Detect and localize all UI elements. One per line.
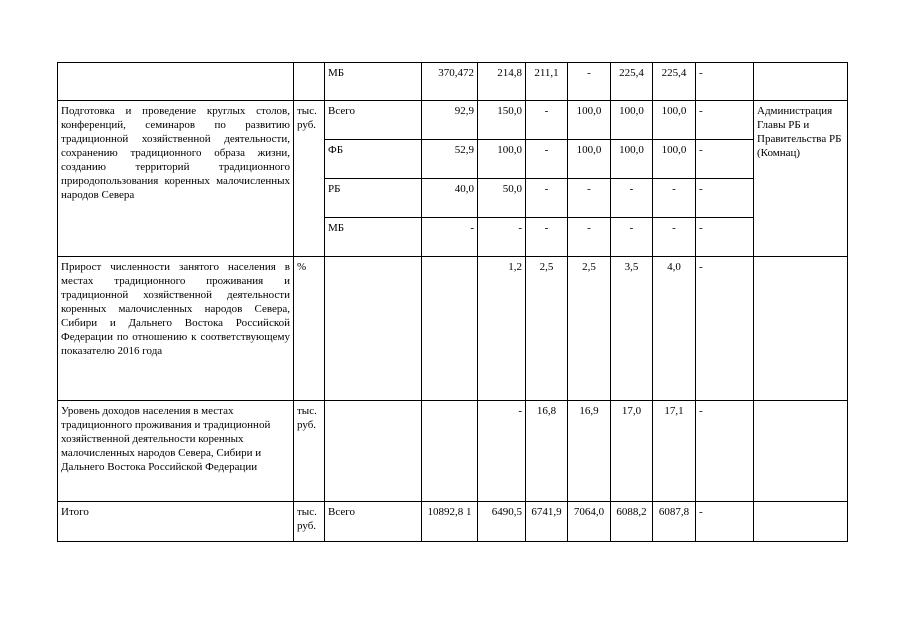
value-cell <box>422 401 478 502</box>
row-executor: Администрация Главы РБ и Правительства РБ (Комнац) <box>754 101 848 257</box>
value-cell: - <box>478 218 526 257</box>
value-cell: 3,5 <box>611 257 653 401</box>
value-cell: 100,0 <box>568 101 611 140</box>
value-cell: 92,9 <box>422 101 478 140</box>
value-cell: - <box>422 218 478 257</box>
value-cell: 100,0 <box>653 101 696 140</box>
row-unit: % <box>294 257 325 401</box>
row-executor <box>754 63 848 101</box>
value-cell: - <box>526 179 568 218</box>
value-cell: 100,0 <box>611 101 653 140</box>
value-cell: - <box>696 257 754 401</box>
value-cell: 370,472 <box>422 63 478 101</box>
value-cell: 6088,2 <box>611 502 653 542</box>
row-description: Итого <box>58 502 294 542</box>
value-cell: 17,1 <box>653 401 696 502</box>
value-cell: 100,0 <box>653 140 696 179</box>
row-executor <box>754 502 848 542</box>
value-cell: - <box>696 179 754 218</box>
program-table <box>57 62 848 542</box>
row-description: Уровень доходов населения в местах традиционного проживания и традиционной хозяйственной деятельности коренных малочисленных народов Севера, Сибири и Дальнего Востока Российской Федерации <box>58 401 294 502</box>
value-cell: - <box>611 179 653 218</box>
row-source <box>325 401 422 502</box>
value-cell: - <box>526 101 568 140</box>
row-source: ФБ <box>325 140 422 179</box>
value-cell: 6490,5 <box>478 502 526 542</box>
row-description: Прирост численности занятого населения в местах традиционного проживания и традиционной хозяйственной деятельности коренных малочисленных народов Севера, Сибири и Дальнего Востока Российской Федерации по отношению к соответствующему показателю 2016 года <box>58 257 294 401</box>
value-cell: 214,8 <box>478 63 526 101</box>
row-source: Всего <box>325 502 422 542</box>
value-cell: - <box>653 218 696 257</box>
value-cell: 225,4 <box>611 63 653 101</box>
table-row <box>58 502 848 542</box>
value-cell: 16,9 <box>568 401 611 502</box>
value-cell: - <box>526 218 568 257</box>
value-cell: 1,2 <box>478 257 526 401</box>
value-cell: - <box>611 218 653 257</box>
value-cell <box>422 257 478 401</box>
row-unit: тыс. руб. <box>294 502 325 542</box>
value-cell: - <box>696 502 754 542</box>
value-cell: - <box>653 179 696 218</box>
value-cell: 7064,0 <box>568 502 611 542</box>
value-cell: - <box>568 179 611 218</box>
value-cell: - <box>478 401 526 502</box>
value-cell: - <box>696 101 754 140</box>
row-source: Всего <box>325 101 422 140</box>
table-row <box>58 401 848 502</box>
value-cell: 52,9 <box>422 140 478 179</box>
value-cell: 150,0 <box>478 101 526 140</box>
row-source: МБ <box>325 218 422 257</box>
row-unit <box>294 63 325 101</box>
value-cell: - <box>526 140 568 179</box>
value-cell: 6741,9 <box>526 502 568 542</box>
row-source: МБ <box>325 63 422 101</box>
value-cell: 17,0 <box>611 401 653 502</box>
row-description: Подготовка и проведение круглых столов, конференций, семинаров по развитию традиционной хозяйственной деятельности, сохранению традиционного образа жизни, созданию территорий традиционного природопользования коренных малочисленных народов Севера <box>58 101 294 257</box>
value-cell: 100,0 <box>611 140 653 179</box>
table-row <box>58 257 848 401</box>
row-unit: тыс. руб. <box>294 101 325 257</box>
row-unit: тыс. руб. <box>294 401 325 502</box>
value-cell: - <box>696 218 754 257</box>
value-cell: 6087,8 <box>653 502 696 542</box>
row-executor <box>754 401 848 502</box>
value-cell: 10892,8 1 <box>422 502 478 542</box>
value-cell: - <box>696 401 754 502</box>
value-cell: 40,0 <box>422 179 478 218</box>
row-source: РБ <box>325 179 422 218</box>
row-source <box>325 257 422 401</box>
value-cell: - <box>568 63 611 101</box>
value-cell: 211,1 <box>526 63 568 101</box>
value-cell: 4,0 <box>653 257 696 401</box>
table-row <box>58 101 848 140</box>
value-cell: 2,5 <box>568 257 611 401</box>
value-cell: 2,5 <box>526 257 568 401</box>
row-executor <box>754 257 848 401</box>
value-cell: 225,4 <box>653 63 696 101</box>
table-row <box>58 63 848 101</box>
value-cell: 100,0 <box>478 140 526 179</box>
value-cell: 16,8 <box>526 401 568 502</box>
value-cell: 100,0 <box>568 140 611 179</box>
value-cell: - <box>696 140 754 179</box>
row-description <box>58 63 294 101</box>
value-cell: - <box>696 63 754 101</box>
value-cell: - <box>568 218 611 257</box>
value-cell: 50,0 <box>478 179 526 218</box>
